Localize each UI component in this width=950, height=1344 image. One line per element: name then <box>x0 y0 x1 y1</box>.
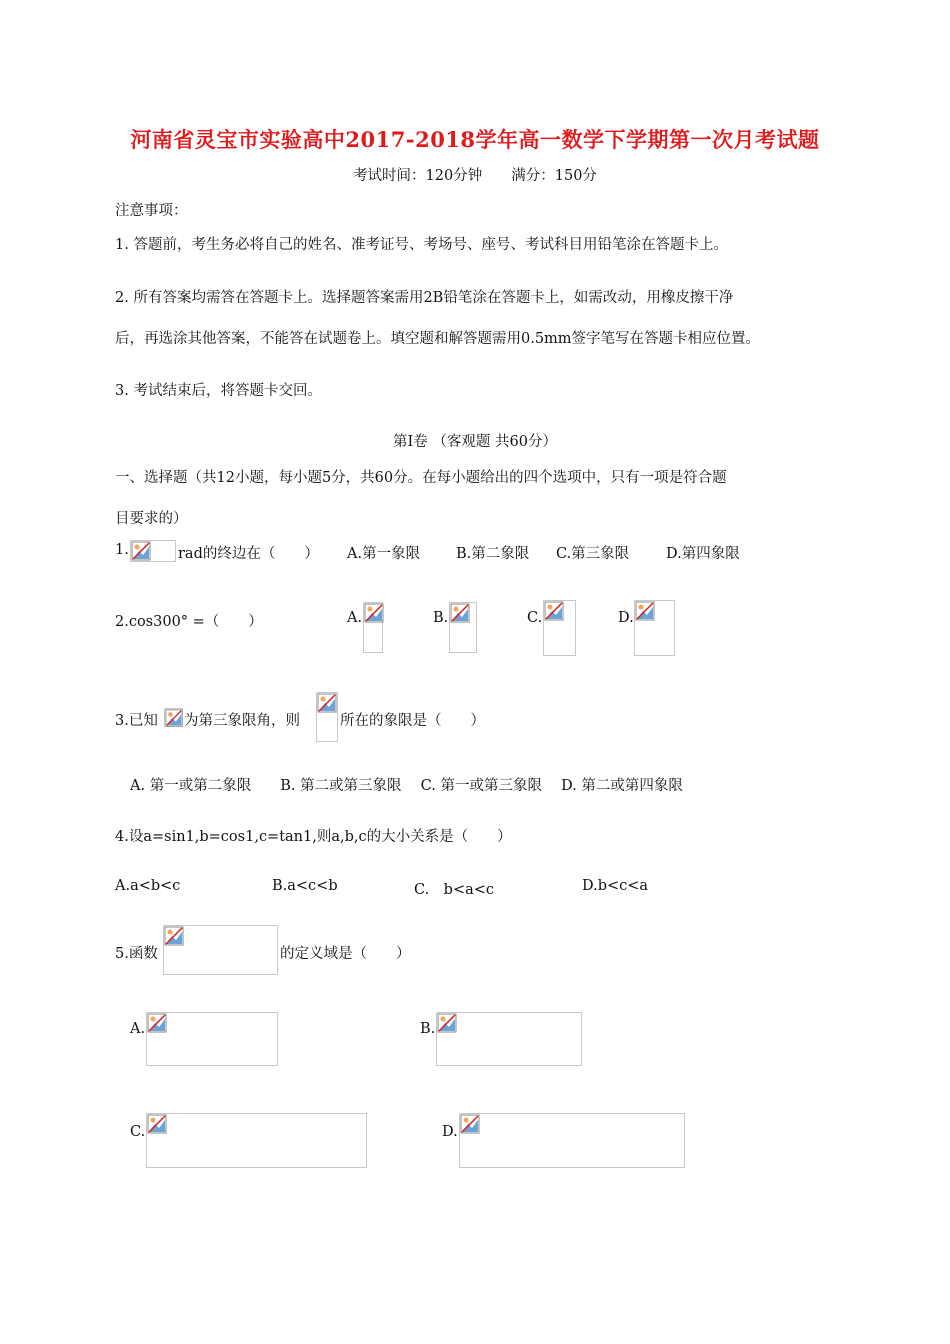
broken-image-icon <box>634 600 675 656</box>
q4-option-a: A.a<b<c <box>115 878 181 894</box>
q1-number: 1. <box>115 542 129 558</box>
broken-image-icon <box>164 708 183 727</box>
note-3: 3. 考试结束后，将答题卡交回。 <box>115 383 322 399</box>
q5-option-b-label: B. <box>420 1021 436 1037</box>
broken-image-icon <box>163 925 278 975</box>
page-title: 河南省灵宝市实验高中2017-2018学年高一数学下学期第一次月考试题 <box>130 127 820 152</box>
q2-text: 2.cos300° =（ ） <box>115 614 263 630</box>
section-instruction-b: 目要求的） <box>115 511 188 527</box>
broken-image-icon <box>130 540 176 562</box>
broken-image-icon <box>543 600 576 656</box>
broken-image-icon <box>363 602 383 653</box>
q3-text-post: 所在的象限是（ ） <box>340 713 485 729</box>
q2-option-c-label: C. <box>527 610 543 626</box>
broken-image-icon <box>146 1012 278 1066</box>
q5-option-c-label: C. <box>130 1124 146 1140</box>
note-2b: 后，再选涂其他答案，不能答在试题卷上。填空题和解答题需用0.5mm签字笔写在答题卡相应位置。 <box>115 331 761 347</box>
q5-text-post: 的定义域是（ ） <box>280 946 411 962</box>
broken-image-icon <box>436 1012 582 1066</box>
q2-option-d-label: D. <box>618 610 634 626</box>
broken-image-icon <box>146 1113 367 1168</box>
q5-option-d-label: D. <box>442 1124 458 1140</box>
q3-text-pre: 3.已知 <box>115 713 158 729</box>
q5-text-pre: 5.函数 <box>115 946 158 962</box>
q4-option-d: D.b<c<a <box>582 878 649 894</box>
broken-image-icon <box>449 602 477 653</box>
q4-text: 4.设a=sin1,b=cos1,c=tan1,则a,b,c的大小关系是（ ） <box>115 829 512 845</box>
q4-option-b: B.a<c<b <box>272 878 338 894</box>
q1-option-d: D.第四象限 <box>666 546 740 562</box>
q5-option-a-label: A. <box>130 1021 146 1037</box>
q1-option-a: A.第一象限 <box>347 546 421 562</box>
note-2a: 2. 所有答案均需答在答题卡上。选择题答案需用2B铅笔涂在答题卡上，如需改动，用橡皮擦干净 <box>115 290 734 306</box>
q4-option-c: C. b<a<c <box>414 882 495 898</box>
q3-text-mid: 为第三象限角，则 <box>184 713 300 729</box>
section-heading: 第Ⅰ卷 （客观题 共60分） <box>393 434 557 450</box>
q2-option-a-label: A. <box>347 610 363 626</box>
section-instruction-a: 一、选择题（共12小题，每小题5分，共60分。在每小题给出的四个选项中，只有一项是符合题 <box>115 470 727 486</box>
exam-info: 考试时间：120分钟 满分：150分 <box>353 168 597 184</box>
notes-heading: 注意事项： <box>115 203 188 219</box>
q1-option-b: B.第二象限 <box>456 546 530 562</box>
q2-option-b-label: B. <box>433 610 449 626</box>
q1-option-c: C.第三象限 <box>556 546 630 562</box>
broken-image-icon <box>316 692 338 742</box>
q1-text: rad的终边在（ ） <box>178 546 319 562</box>
q3-options: A. 第一或第二象限 B. 第二或第三象限 C. 第一或第三象限 D. 第二或第四象限 <box>130 778 683 794</box>
note-1: 1. 答题前，考生务必将自己的姓名、准考证号、考场号、座号、考试科目用铅笔涂在答题卡上。 <box>115 237 728 253</box>
broken-image-icon <box>459 1113 685 1168</box>
